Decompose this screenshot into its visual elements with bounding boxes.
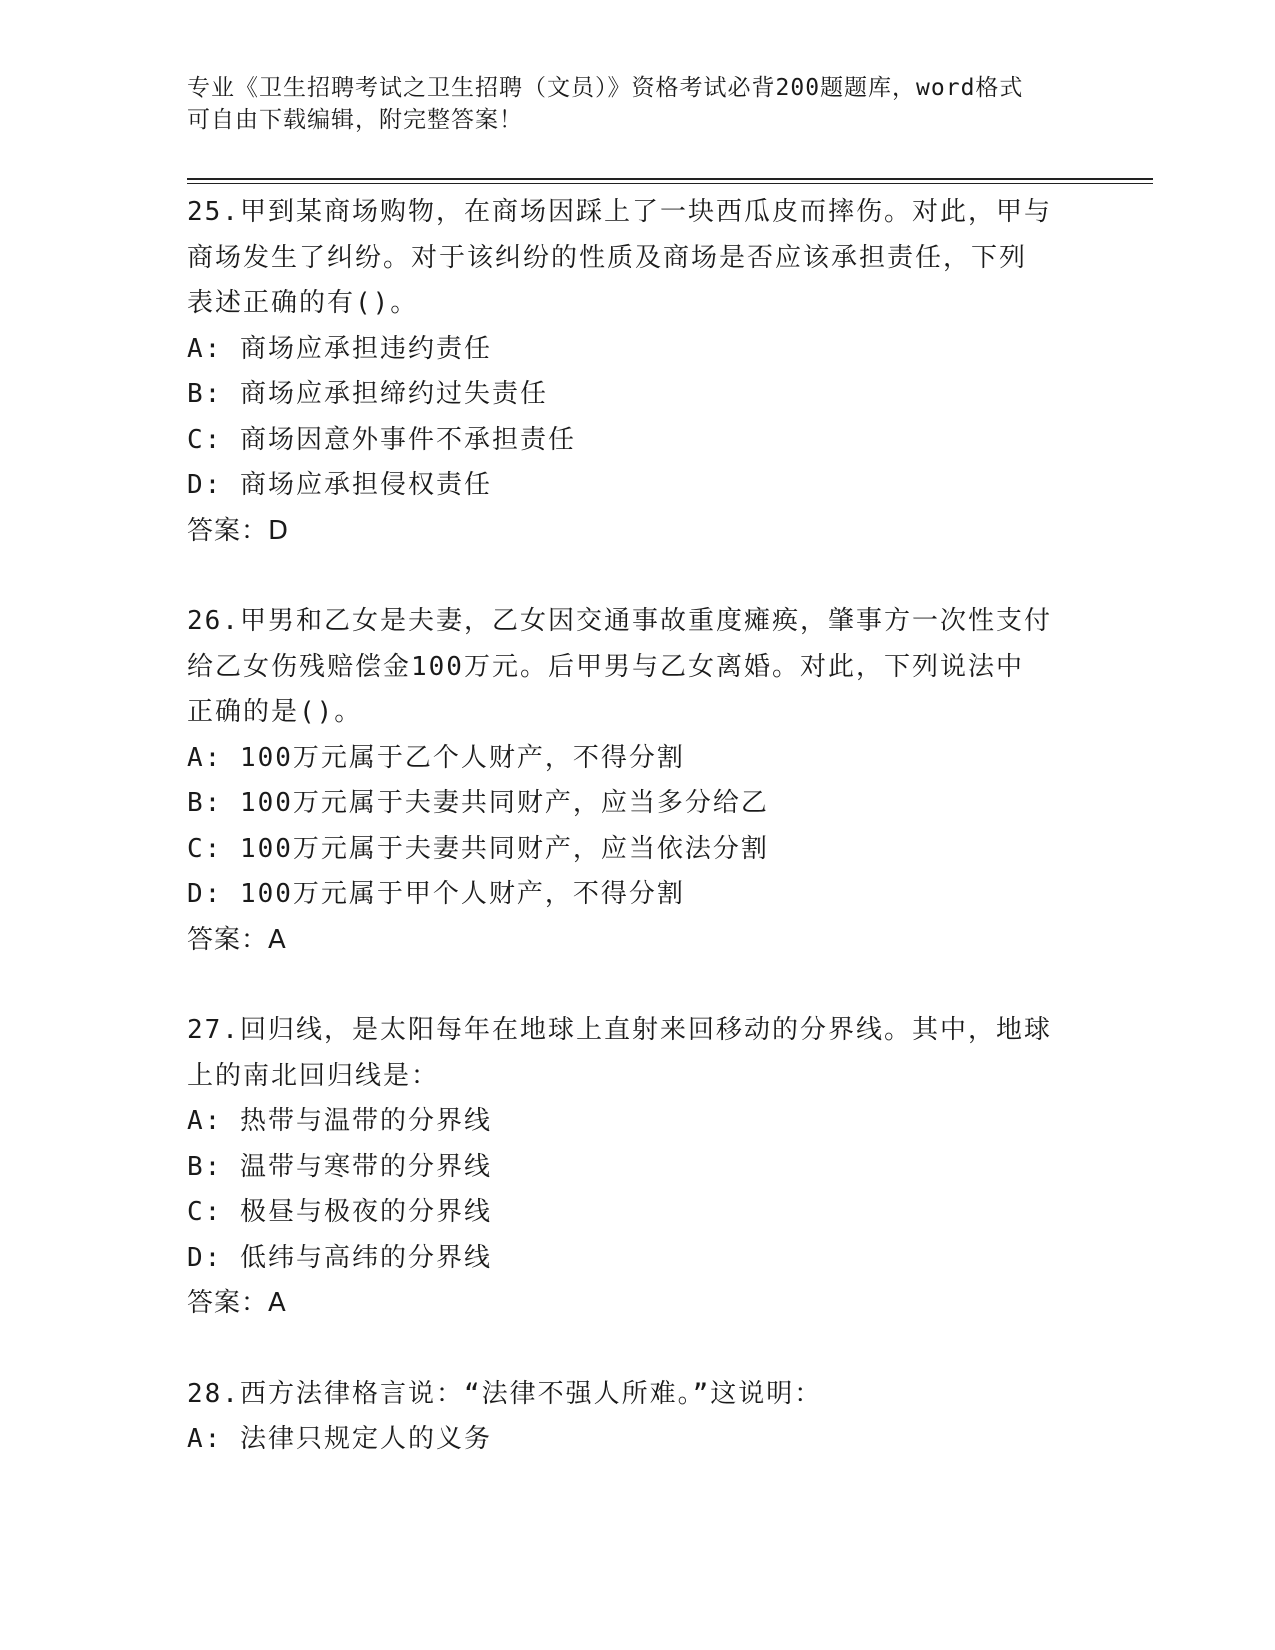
answer-label: 答案：A bbox=[187, 924, 287, 955]
question-28 bbox=[187, 1372, 1087, 1463]
option-c: C: 100万元属于夫妻共同财产，应当依法分割 bbox=[187, 833, 769, 864]
option-a: A: 100万元属于乙个人财产，不得分割 bbox=[187, 742, 685, 773]
answer-label: 答案：A bbox=[187, 1288, 287, 1318]
header-divider-thick bbox=[187, 178, 1153, 180]
option-b: B: 商场应承担缔约过失责任 bbox=[187, 379, 548, 409]
header-line: 专业《卫生招聘考试之卫生招聘（文员）》资格考试必背200题题库，word格式 bbox=[187, 75, 1024, 101]
question-26 bbox=[187, 599, 1087, 963]
option-d: D: 商场应承担侵权责任 bbox=[187, 470, 492, 500]
question-text-line: 27.回归线，是太阳每年在地球上直射来回移动的分界线。其中，地球 bbox=[187, 1015, 1052, 1045]
header-line: 可自由下载编辑，附完整答案！ bbox=[187, 107, 523, 133]
option-c: C: 商场因意外事件不承担责任 bbox=[187, 424, 576, 455]
option-b: B: 温带与寒带的分界线 bbox=[187, 1151, 492, 1182]
question-text-line: 表述正确的有()。 bbox=[187, 288, 419, 318]
question-text-line: 25.甲到某商场购物，在商场因踩上了一块西瓜皮而摔伤。对此，甲与 bbox=[187, 197, 1052, 227]
spacer bbox=[187, 554, 1087, 599]
question-text-line: 上的南北回归线是： bbox=[187, 1060, 440, 1091]
answer-label: 答案：D bbox=[187, 515, 290, 546]
question-text-line: 26.甲男和乙女是夫妻，乙女因交通事故重度瘫痪，肇事方一次性支付 bbox=[187, 606, 1052, 636]
option-a: A: 热带与温带的分界线 bbox=[187, 1106, 492, 1136]
option-c: C: 极昼与极夜的分界线 bbox=[187, 1197, 492, 1227]
question-text-line: 正确的是()。 bbox=[187, 697, 363, 727]
option-a: A: 商场应承担违约责任 bbox=[187, 333, 492, 364]
question-text-line: 商场发生了纠纷。对于该纠纷的性质及商场是否应该承担责任，下列 bbox=[187, 242, 1028, 273]
question-text-line: 给乙女伤残赔偿金100万元。后甲男与乙女离婚。对此，下列说法中 bbox=[187, 651, 1024, 682]
option-a: A: 法律只规定人的义务 bbox=[187, 1424, 492, 1454]
document-header bbox=[187, 72, 1067, 136]
option-d: D: 100万元属于甲个人财产，不得分割 bbox=[187, 879, 685, 909]
question-list bbox=[187, 190, 1087, 1463]
spacer bbox=[187, 963, 1087, 1008]
question-text-line: 28.西方法律格言说：“法律不强人所难。”这说明： bbox=[187, 1378, 823, 1409]
header-divider-thin bbox=[187, 183, 1153, 184]
question-27 bbox=[187, 1008, 1087, 1327]
option-d: D: 低纬与高纬的分界线 bbox=[187, 1242, 492, 1273]
question-25 bbox=[187, 190, 1087, 554]
spacer bbox=[187, 1327, 1087, 1372]
option-b: B: 100万元属于夫妻共同财产，应当多分给乙 bbox=[187, 788, 769, 818]
